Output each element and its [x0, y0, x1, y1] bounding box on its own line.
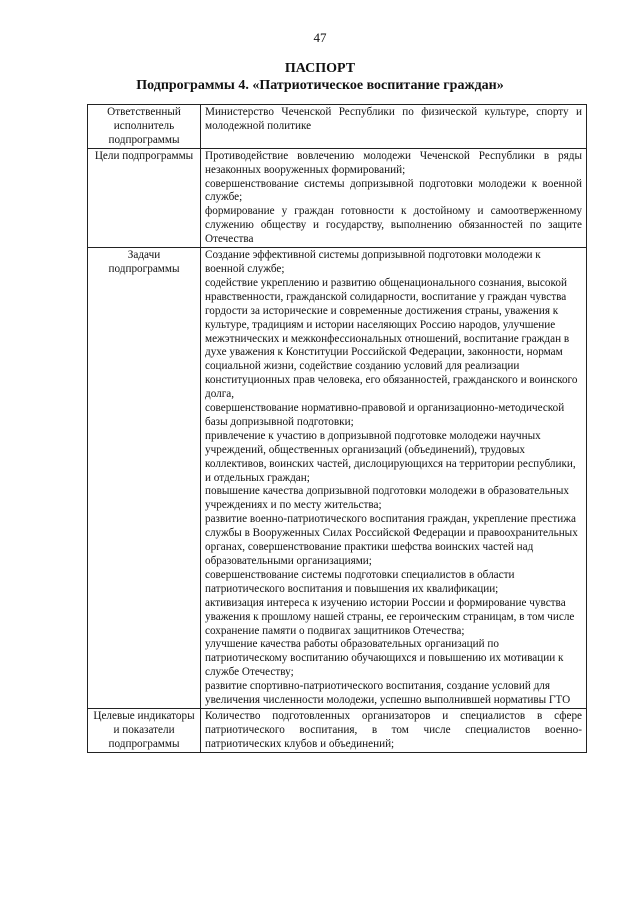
- table-row-indicators: [88, 708, 587, 752]
- content-paragraph: Создание эффективной системы допризывной подготовки молодежи к военной службе;: [205, 249, 541, 275]
- row-content: [201, 105, 587, 149]
- content-paragraph: активизация интереса к изучению истории России и формирование чувства уважения к прошлому нашей страны, ее героическим страницам, в том числе сохранение памяти о подвигах защитников Отечества;: [205, 596, 575, 637]
- table-row-responsible: [88, 105, 587, 149]
- row-label: Цели подпрограммы: [88, 148, 201, 247]
- content-paragraph: Количество подготовленных организаторов и специалистов в сфере патриотического воспитания, в том числе специалистов военно-патриотических клубов и объединений;: [205, 709, 582, 750]
- page-number: 47: [313, 30, 327, 45]
- title-passport: ПАСПОРТ: [284, 61, 356, 76]
- table-row-tasks: [88, 248, 587, 709]
- content-paragraph: развитие военно-патриотического воспитания граждан, укрепление престижа службы в Вооруженных Силах Российской Федерации и правоохранительных органах, совершенствование практики шефства воинских частей над образовательными организациями;: [205, 513, 578, 567]
- content-paragraph: улучшение качества работы образовательных организаций по патриотическому воспитанию обучающихся и повышению их мотивации к службе Отечеству;: [205, 638, 564, 679]
- row-content: [201, 148, 587, 247]
- row-label: Задачи подпрограммы: [88, 248, 201, 709]
- content-paragraph: совершенствование нормативно-правовой и организационно-методической базы допризывной подготовки;: [205, 402, 565, 428]
- content-paragraph: совершенствование системы допризывной подготовки молодежи к военной службе;: [205, 177, 582, 204]
- content-paragraph: Противодействие вовлечению молодежи Чеченской Республики в ряды незаконных вооруженных формирований;: [205, 149, 582, 176]
- passport-table: [87, 104, 587, 753]
- row-content: [201, 708, 587, 752]
- content-paragraph: формирование у граждан готовности к достойному и самоотверженному служению обществу и государству, выполнению обязанностей по защите Отечества: [205, 205, 582, 246]
- content-paragraph: развитие спортивно-патриотического воспитания, создание условий для увеличения численности молодежи, успешно выполнившей нормативы ГТО: [205, 680, 571, 707]
- content-paragraph: повышение качества допризывной подготовки молодежи в образовательных учреждениях и по месту жительства;: [205, 485, 569, 512]
- row-label: Целевые индикаторы и показатели подпрограммы: [88, 708, 201, 752]
- content-paragraph: Министерство Чеченской Республики по физической культуре, спорту и молодежной политике: [205, 106, 582, 132]
- row-content: [201, 248, 587, 709]
- content-paragraph: содействие укреплению и развитию общенационального сознания, высокой нравственности, гражданской солидарности, воспитание у граждан чувства гордости за исторические и современные достижения страны, уважения к культуре, традициям и истории населяющих Россию народов, улучшение межэтнических и межконфессиональных отношений, воспитание граждан в духе уважения к Конституции Российской Федерации, законности, нормам социальной жизни, содействие созданию условий для реализации конституционных прав человека, его обязанностей, гражданского и воинского долга,: [205, 276, 578, 401]
- content-paragraph: привлечение к участию в допризывной подготовке молодежи научных учреждений, общественных организаций (объединений), трудовых коллективов, воинских частей, дислоцирующихся на территории республики, и отдельных граждан;: [205, 429, 576, 484]
- table-row-goals: [88, 148, 587, 247]
- content-paragraph: совершенствование системы подготовки специалистов в области патриотического воспитания и повышения их квалификации;: [205, 568, 515, 595]
- row-label: Ответственный исполнитель подпрограммы: [88, 105, 201, 149]
- title-subprogram: Подпрограммы 4. «Патриотическое воспитание граждан»: [136, 78, 504, 93]
- document-title: [0, 60, 640, 94]
